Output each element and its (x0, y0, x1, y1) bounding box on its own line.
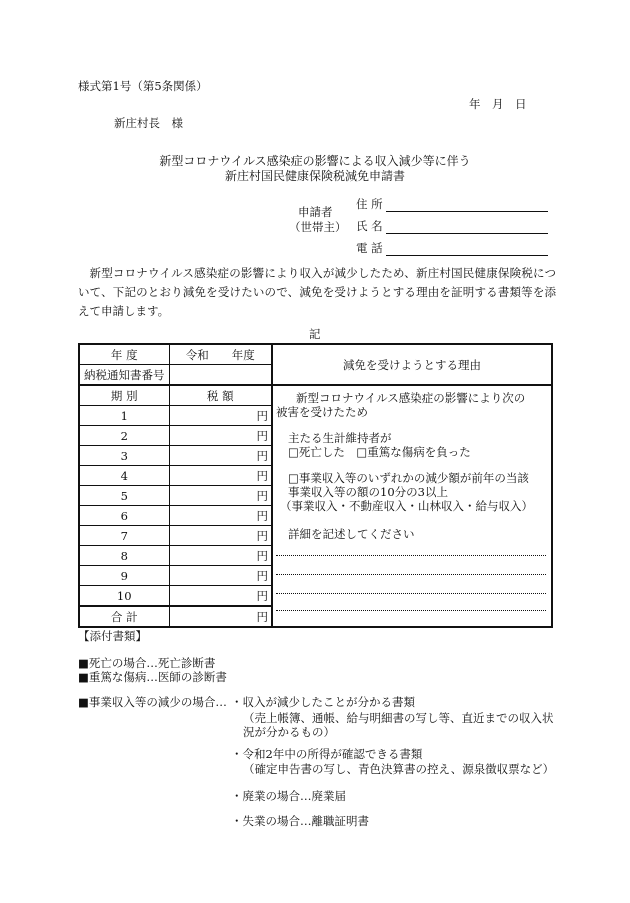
tax-header: 税 額 (169, 385, 272, 406)
tax-8[interactable]: 円 (169, 546, 272, 566)
main-earner-text: 主たる生計維持者が (288, 431, 392, 445)
tax-7[interactable]: 円 (169, 526, 272, 546)
period-header: 期 別 (79, 385, 169, 406)
phone-label: 電 話 (356, 241, 383, 255)
tax-5[interactable]: 円 (169, 486, 272, 506)
attachment-death: ■死亡の場合…死亡診断書 (78, 656, 216, 670)
attachment-bullet-1-note-1: （売上帳簿、通帳、給与明細書の写し等、直近までの収入状 (243, 711, 554, 725)
name-row (356, 218, 548, 234)
address-row (356, 196, 548, 212)
attachments-header: 【添付書類】 (78, 629, 147, 643)
period-1: 1 (79, 406, 169, 426)
detail-prompt: 詳細を記述してください (288, 527, 415, 541)
income-text-1[interactable]: □事業収入等のいずれかの減少額が前年の当該 (288, 471, 529, 485)
ki-label: 記 (309, 327, 321, 341)
detail-line-3[interactable] (276, 593, 546, 594)
tax-2[interactable]: 円 (169, 426, 272, 446)
title-line-1: 新型コロナウイルス感染症の影響による収入減少等に伴う (159, 154, 471, 168)
period-7: 7 (79, 526, 169, 546)
attachment-bullet-2: ・令和2年中の所得が確認できる書類 (231, 747, 423, 761)
year-value[interactable]: 令和 年度 (169, 344, 272, 365)
total-label: 合 計 (79, 606, 169, 627)
period-6: 6 (79, 506, 169, 526)
name-field[interactable] (386, 221, 548, 234)
address-field[interactable] (386, 199, 548, 212)
attachment-illness: ■重篤な傷病…医師の診断書 (78, 670, 227, 684)
attachment-bullet-1: ・収入が減少したことが分かる書類 (231, 695, 415, 709)
period-3: 3 (79, 446, 169, 466)
tax-6[interactable]: 円 (169, 506, 272, 526)
reason-header: 減免を受けようとする理由 (272, 344, 552, 385)
attachment-bullet-3: ・廃業の場合…廃業届 (231, 789, 346, 803)
period-4: 4 (79, 466, 169, 486)
main-earner-options[interactable]: □死亡した □重篤な傷病を負った (288, 445, 471, 459)
form-number: 様式第1号（第5条関係） (78, 79, 208, 93)
attachment-bullet-1-note-2: 況が分かるもの） (243, 725, 335, 739)
detail-line-2[interactable] (276, 574, 546, 575)
name-label: 氏 名 (356, 219, 383, 233)
title-line-2: 新庄村国民健康保険税減免申請書 (224, 169, 405, 183)
tax-9[interactable]: 円 (169, 566, 272, 586)
body-paragraph: 新型コロナウイルス感染症の影響により収入が減少したため、新庄村国民健康保険税について、下記のとおり減免を受けたいので、減免を受けようとする理由を証明する書類等を添えて申請します。 (78, 266, 556, 318)
attachment-bullet-4: ・失業の場合…離職証明書 (231, 814, 369, 828)
income-text-3: （事業収入・不動産収入・山林収入・給与収入） (280, 499, 533, 513)
tax-4[interactable]: 円 (169, 466, 272, 486)
tax-1[interactable]: 円 (169, 406, 272, 426)
income-text-2: 事業収入等の額の10分の3以上 (288, 485, 448, 499)
applicant-label: 申請者 (298, 205, 333, 219)
detail-line-4[interactable] (276, 610, 546, 611)
addressee: 新庄村長 様 (114, 116, 183, 130)
reason-text-2: 被害を受けたため (276, 405, 368, 419)
reason-text-1: 新型コロナウイルス感染症の影響により次の (296, 391, 526, 405)
tax-total[interactable]: 円 (169, 606, 272, 627)
detail-line-1[interactable] (276, 555, 546, 556)
year-label: 年 度 (79, 344, 169, 365)
period-9: 9 (79, 566, 169, 586)
phone-field[interactable] (386, 243, 548, 256)
date-line: 年 月 日 (469, 97, 527, 111)
period-8: 8 (79, 546, 169, 566)
period-5: 5 (79, 486, 169, 506)
period-10: 10 (79, 586, 169, 607)
address-label: 住 所 (356, 197, 383, 211)
notice-number-field[interactable] (169, 365, 272, 386)
householder-label: （世帯主） (289, 220, 347, 234)
attachment-bullet-2-note: （確定申告書の写し、青色決算書の控え、源泉徴収票など） (243, 762, 555, 776)
attachment-income-label: ■事業収入等の減少の場合… (78, 695, 227, 709)
notice-label: 納税通知書番号 (79, 365, 169, 386)
phone-row (356, 240, 548, 256)
tax-10[interactable]: 円 (169, 586, 272, 607)
period-2: 2 (79, 426, 169, 446)
tax-3[interactable]: 円 (169, 446, 272, 466)
